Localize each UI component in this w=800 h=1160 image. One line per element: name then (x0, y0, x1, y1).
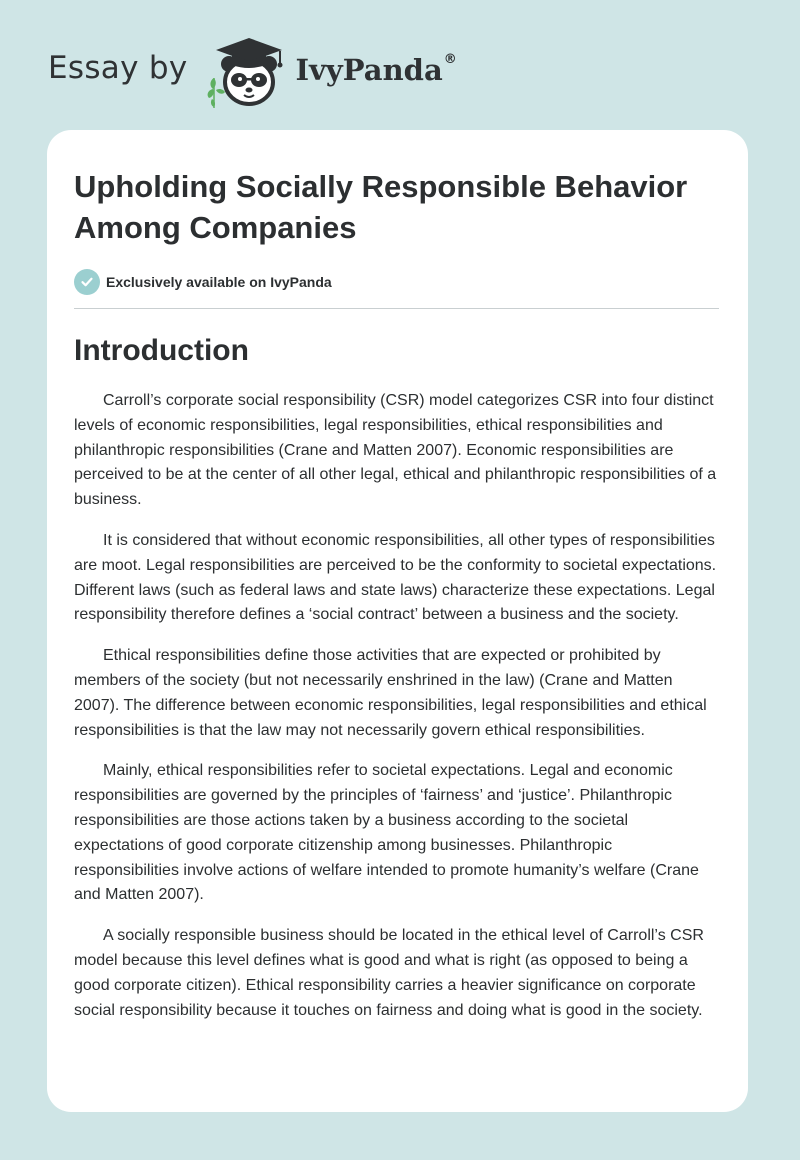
page-title: Upholding Socially Responsible Behavior Among Companies (74, 169, 688, 245)
paragraph: A socially responsible business should be located in the ethical level of Carroll’s CSR model because this level defines what is good and what is right (as opposed to being a good corporate citizen). Ethical responsibility carries a heavier significance on corporate social responsibility because it touches on fairness and doing what is good in the society. (74, 927, 704, 1019)
panda-graduation-cap-logo (204, 34, 294, 110)
paragraph: Carroll’s corporate social responsibility (CSR) model categorizes CSR into four distinct levels of economic responsibilities, legal responsibilities, ethical responsibilities and philanthropic responsibilities (Crane and Matten 2007). Economic responsibilities are perceived to be at the center of all other legal, ethical and philanthropic responsibilities of a business. (74, 392, 717, 509)
brand-header (48, 34, 457, 110)
paragraph: Mainly, ethical responsibilities refer to societal expectations. Legal and economic responsibilities are governed by the principles of ‘fairness’ and ‘justice’. Philanthropic responsibilities are those actions taken by a business according to the societal expectations of good corporate citizenship among businesses. Philanthropic responsibilities involve actions of welfare intended to promote humanity’s welfare (Crane and Matten 2007). (74, 762, 699, 904)
exclusive-badge (74, 269, 721, 295)
paragraph: Ethical responsibilities define those activities that are expected or prohibited by members of the society (but not necessarily enshrined in the law) (Crane and Matten 2007). The difference between economic responsibilities, legal responsibilities and ethical responsibilities is that the law may not necessarily govern ethical responsibilities. (74, 647, 707, 739)
registered-mark: ® (443, 51, 457, 67)
section-heading: Introduction (74, 334, 249, 367)
brand-name: IvyPanda (295, 53, 443, 87)
divider (74, 308, 719, 309)
essay-body (74, 389, 721, 1023)
check-circle-icon (74, 269, 100, 295)
brand-prefix: Essay by (48, 50, 188, 86)
essay-card (47, 130, 748, 1112)
badge-text: Exclusively available on IvyPanda (106, 274, 332, 290)
paragraph: It is considered that without economic responsibilities, all other types of responsibilities are moot. Legal responsibilities are perceived to be the conformity to societal expectations. Different laws (such as federal laws and state laws) characterize these expectations. Legal responsibility therefore defines a ‘social contract’ between a business and the society. (74, 531, 717, 624)
